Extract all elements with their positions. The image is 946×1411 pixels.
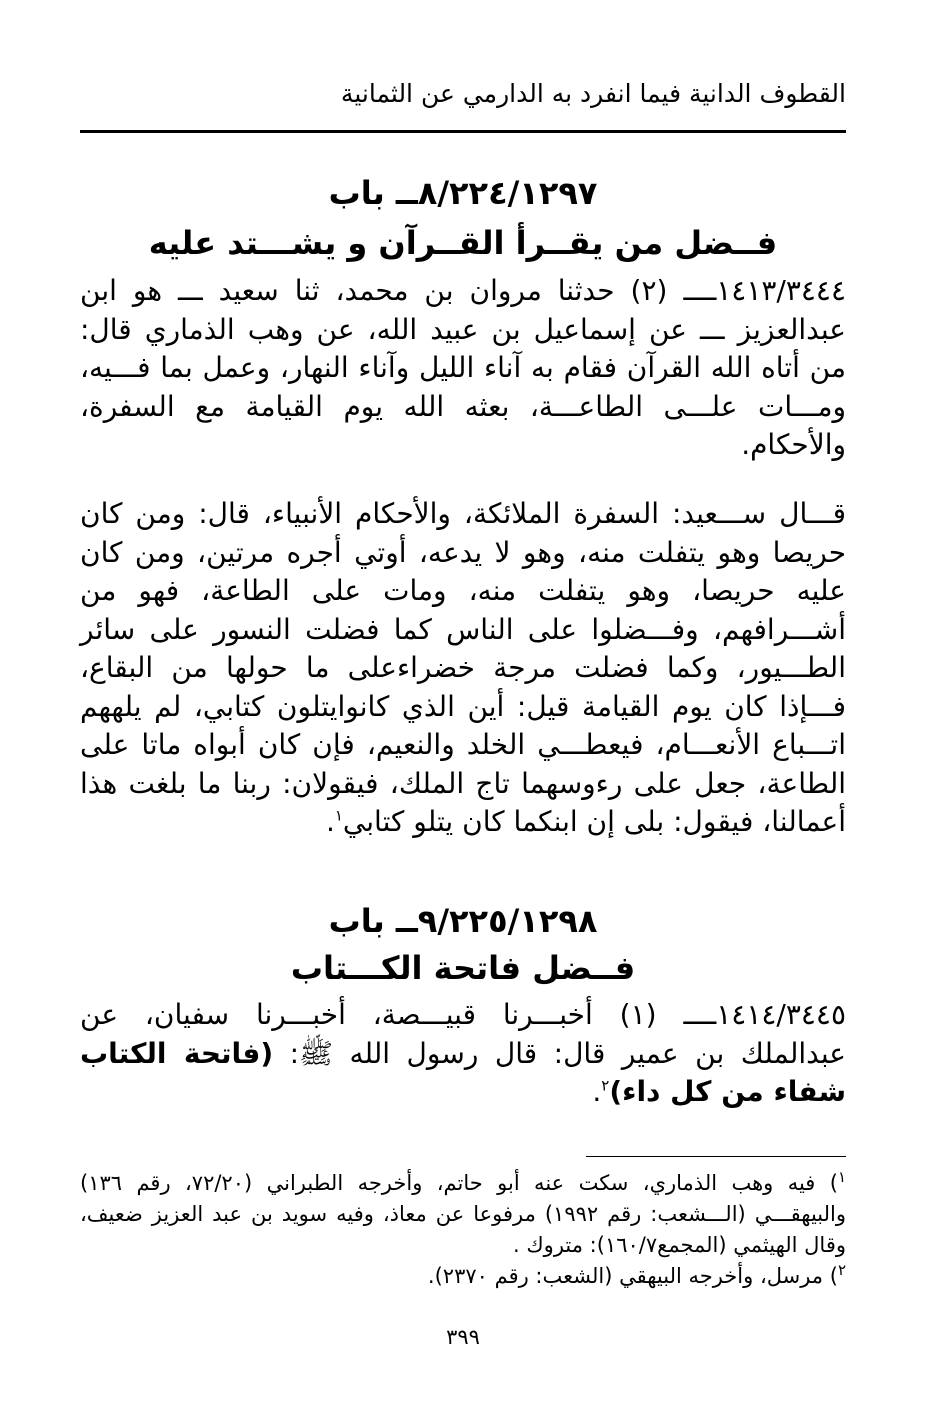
prophetic-quote: (فاتحة الكتاب شفاء من كل داء) (80, 1036, 846, 1108)
footnote-item: $^٢$) مرسل، وأخرجه البيهقي (الشعب: رقم ٢٣٧٠). (427, 1261, 846, 1288)
footnote-text: مرسل، وأخرجه البيهقي (الشعب: رقم ٢٣٧٠). (427, 1264, 824, 1288)
hadith-number: (١) (619, 998, 657, 1031)
footnote-item: $^١$) فيه وهب الذماري، سكت عنه أبو حاتم، وأخرجه الطبراني (٧٢/٢٠، رقم ١٣٦) والبيهقـــي (الـــشعب: رقم ١٩٩٢) مرفوعا عن معاذ، وفيه سويد بن عبد العزيز ضعيف، وقال الهيثمي (المجمع١٦٠/٧): متروك . (80, 1168, 847, 1257)
chapter-number-heading: ٩/٢٢٥/١٢٩٨ــ باب (328, 902, 598, 940)
hadith-reference: ١٤١٣/٣٤٤٤ــــ (683, 274, 847, 307)
hadith-number: (٢) (630, 274, 668, 307)
footnote-marker: ١ (334, 806, 343, 825)
chapter-title-heading: فــضل فاتحة الكـــتاب (290, 949, 636, 987)
hadith-paragraph (80, 272, 846, 465)
paragraph-end: . (325, 805, 335, 838)
footnotes (80, 1168, 846, 1292)
commentary-text: قـــال ســـعيد: السفرة الملائكة، والأحكام الأنبياء، قال: ومن كان حريصا وهو يتفلت منه، وهو لا يدعه، أوتي أجره مرتين، ومن كان عليه حريصا، وهو يتفلت منه، ومات على الطاعة، فهو من أشـــرافهم، وفـــضلوا على الناس كما فضلت النسور على سائر الطـــيور، وكما فضلت مرجة خضراءعلى ما حولها من البقاع، فـــإذا كان يوم القيامة قيل: أين الذي كانوايتلون كتابي، لم يلههم اتـــباع الأنعـــام، فيعطـــي الخلد والنعيم، فإن كان أبواه ماتا على الطاعة، جعل على رءوسهما تاج الملك، فيقولان: ربنا ما بلغت هذا أعمالنا، فيقول: بلى إن ابنكما كان يتلو كتابي (80, 497, 846, 838)
header-rule (80, 130, 846, 133)
hadith-text: حدثنا مروان بن محمد، ثنا سعيد ـــ هو ابن عبدالعزيز ـــ عن إسماعيل بن عبيد الله، عن وهب الذماري قال: من أتاه الله القرآن فقام به آناء الليل وآناء النهار، وعمل بما فـــيه، ومـــات علـــى الطاعـــة، بعثه الله يوم القيامة مع السفرة، والأحكام. (80, 274, 846, 461)
running-header: القطوف الدانية فيما انفرد به الدارمي عن الثمانية (340, 79, 846, 108)
paragraph-end: . (592, 1075, 602, 1108)
hadith-paragraph (80, 996, 846, 1112)
commentary-paragraph (80, 495, 846, 842)
chapter-title-heading: فــضل من يقــرأ القــرآن و يشـــتد عليه (148, 224, 778, 262)
hadith-text: أخبـــرنا قبيـــصة، أخبـــرنا سفيان، عن عبدالملك بن عمير قال: قال رسول الله ﷺ: (80, 998, 846, 1070)
hadith-reference: ١٤١٤/٣٤٤٥ــــ (683, 998, 846, 1031)
chapter-number-heading: ٨/٢٢٤/١٢٩٧ــ باب (328, 174, 598, 212)
footnote-number: ٢ (837, 1261, 846, 1279)
footnote-number: ١ (837, 1168, 847, 1186)
book-page (80, 0, 846, 1411)
page-number: ٣٩٩ (446, 1325, 480, 1349)
footnote-rule (586, 1156, 846, 1157)
footnote-marker: ٢ (601, 1076, 610, 1095)
footnote-text: فيه وهب الذماري، سكت عنه أبو حاتم، وأخرجه الطبراني (٧٢/٢٠، رقم ١٣٦) والبيهقـــي (الـــشعب: رقم ١٩٩٢) مرفوعا عن معاذ، وفيه سويد بن عبد العزيز ضعيف، وقال الهيثمي (المجمع١٦٠/٧): متروك . (80, 1171, 847, 1257)
